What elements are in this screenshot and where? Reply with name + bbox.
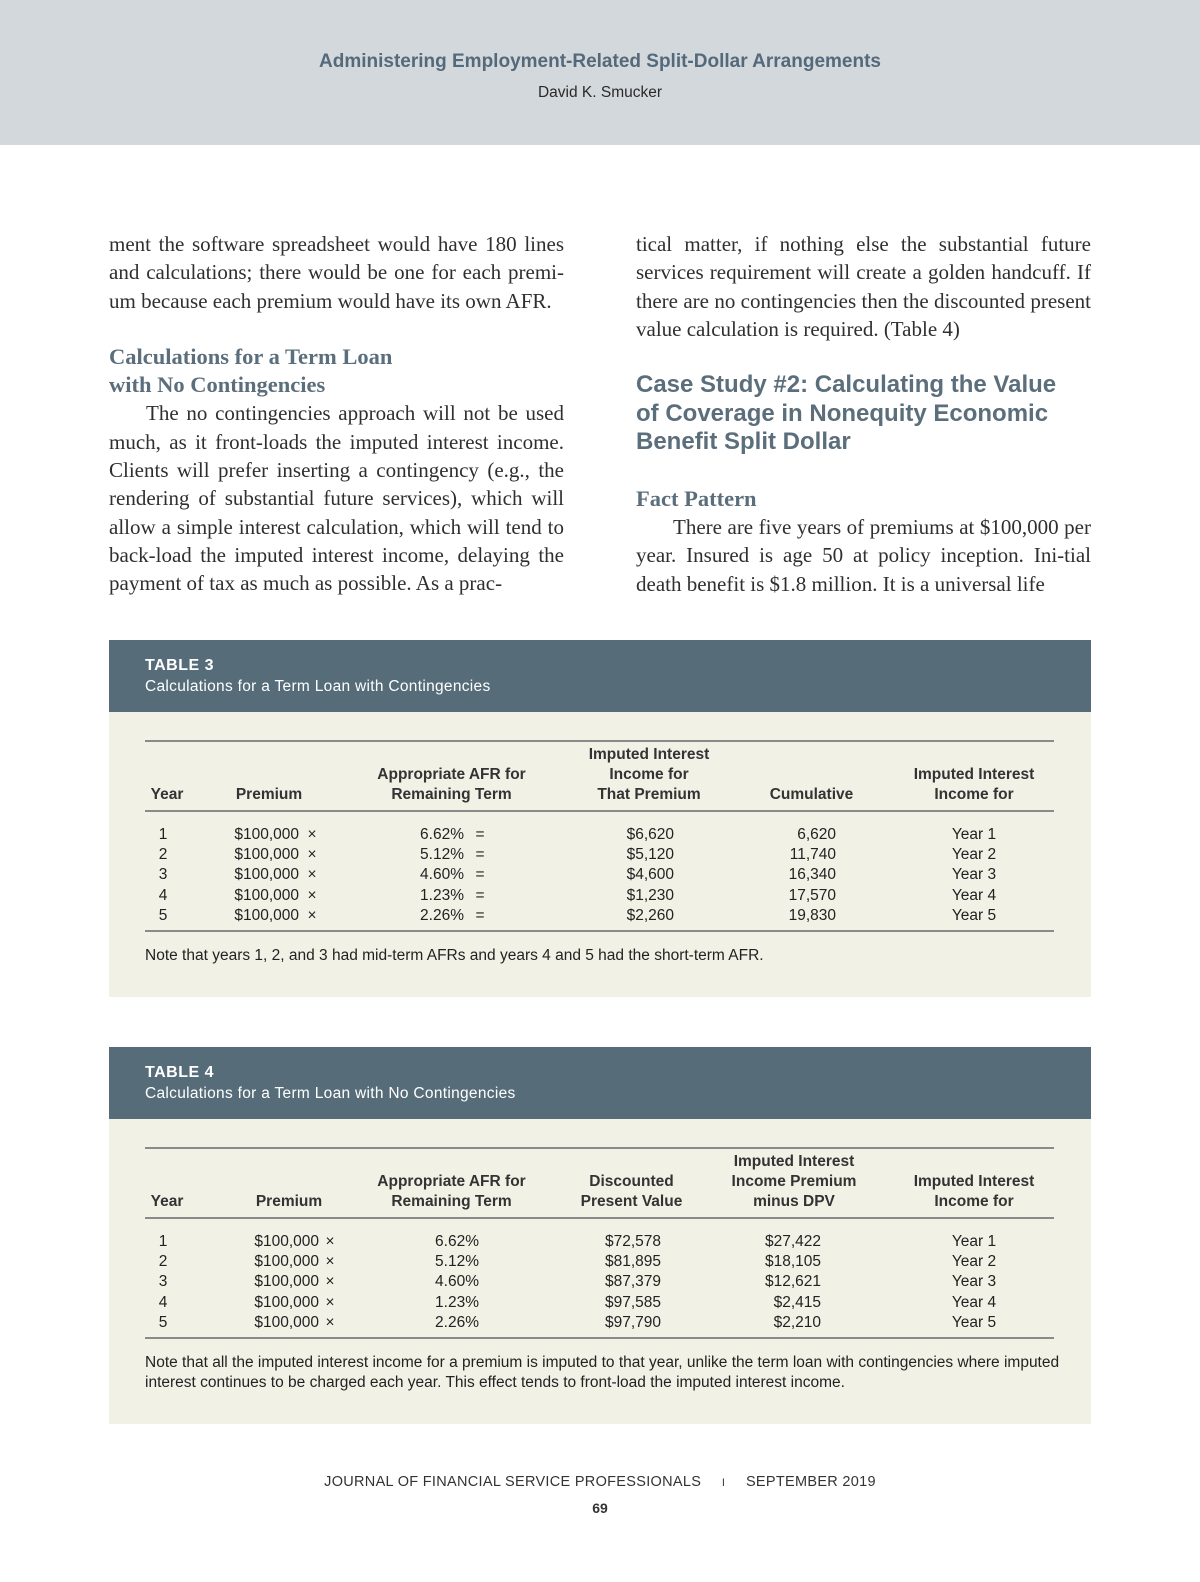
t3-col-year: Year <box>150 786 184 803</box>
t3-cell-income-for: Year 2 <box>951 846 997 864</box>
t3-cell-year: 5 <box>158 906 168 924</box>
t4-cell-afr: 5.12% <box>435 1253 479 1271</box>
table-4-subtitle: Calculations for a Term Loan with No Contingencies <box>145 1085 516 1102</box>
t4-cell-minus-dpv: $18,105 <box>764 1253 821 1271</box>
t3-times-sign: × <box>307 846 317 864</box>
section-heading <box>109 343 564 400</box>
case-heading-line-1: Case Study #2: Calculating the Value <box>636 371 1057 399</box>
t4-cell-year: 3 <box>158 1273 168 1291</box>
table-3-header <box>109 640 1091 712</box>
t4-cell-year: 5 <box>158 1313 168 1331</box>
table-3-note: Note that years 1, 2, and 3 had mid-term AFRs and years 4 and 5 had the short-term AFR. <box>145 947 764 964</box>
t3-cell-imputed: $1,230 <box>626 886 674 904</box>
t4-cell-dpv: $97,585 <box>604 1293 661 1311</box>
t4-cell-premium: $100,000 <box>254 1313 319 1331</box>
t4-col-dpv: Discounted Present Value <box>580 1173 683 1210</box>
t4-cell-premium: $100,000 <box>254 1233 319 1250</box>
case-study-heading <box>636 371 1091 457</box>
case-heading-line-3: Benefit Split Dollar <box>636 428 851 456</box>
table-3-subtitle: Calculations for a Term Loan with Contingencies <box>145 678 491 695</box>
t4-cell-afr: 6.62% <box>435 1233 479 1250</box>
t4-cell-premium: $100,000 <box>254 1273 319 1291</box>
t3-cell-afr: 6.62% <box>420 826 464 843</box>
t4-cell-year: 4 <box>158 1293 168 1311</box>
t3-equals-sign: = <box>475 866 485 884</box>
t4-col-minus-dpv: Imputed Interest Income Premium minus DPV <box>731 1153 857 1210</box>
running-head-title: Administering Employment-Related Split-Dollar Arrangements <box>319 51 881 72</box>
table-3 <box>109 640 1091 997</box>
t3-cell-imputed: $4,600 <box>626 866 674 884</box>
t3-cell-income-for: Year 5 <box>951 906 997 924</box>
t4-cell-dpv: $72,578 <box>604 1233 661 1250</box>
fact-pattern-heading: Fact Pattern <box>636 485 757 511</box>
t4-cell-year: 1 <box>158 1233 168 1250</box>
running-head-author: David K. Smucker <box>537 84 663 101</box>
t3-col-afr: Appropriate AFR for Remaining Term <box>377 766 526 803</box>
t3-times-sign: × <box>307 886 317 904</box>
t3-equals-sign: = <box>475 846 485 864</box>
t3-cell-cumulative: 17,570 <box>788 886 836 904</box>
t3-col-premium: Premium <box>235 786 303 803</box>
t4-times-sign: × <box>325 1313 335 1331</box>
t3-times-sign: × <box>307 866 317 884</box>
t3-cell-premium: $100,000 <box>234 866 299 884</box>
table-3-label: TABLE 3 <box>145 657 214 674</box>
t3-cell-cumulative: 16,340 <box>788 866 836 884</box>
left-paragraph-2: The no contingencies approach will not be used much, as it front-loads the imputed interest income. Clients will prefer inserting a contingency (e.g., the rendering of substantial future services), which will allow a simple interest calculation, which will tend to back-load the imputed interest income, delaying the payment of tax as much as possible. As a prac- <box>109 401 564 596</box>
t3-cell-afr: 5.12% <box>420 846 464 864</box>
case-heading-line-2: of Coverage in Nonequity Economic <box>636 399 1049 427</box>
table-4-note: Note that all the imputed interest income for a premium is imputed to that year, unlike the term loan with contingencies where imputed interest continues to be charged each year. This effect tends to front-load the imputed interest income. <box>145 1354 1060 1391</box>
t4-cell-dpv: $81,895 <box>604 1253 661 1271</box>
page-number: 69 <box>592 1500 608 1516</box>
t4-cell-income-for: Year 1 <box>951 1233 997 1250</box>
t3-cell-premium: $100,000 <box>234 906 299 924</box>
t4-col-income-for: Imputed Interest Income for <box>913 1173 1035 1210</box>
t4-cell-dpv: $97,790 <box>604 1313 661 1331</box>
t3-cell-cumulative: 11,740 <box>789 846 836 864</box>
section-heading-line-2: with No Contingencies <box>109 372 326 398</box>
table-4-label: TABLE 4 <box>145 1064 214 1081</box>
t3-col-income-for: Imputed Interest Income for <box>913 766 1035 803</box>
t3-col-cumulative: Cumulative <box>769 786 854 803</box>
right-column <box>636 230 1091 598</box>
t3-cell-afr: 1.23% <box>420 886 464 904</box>
t3-cell-year: 4 <box>158 886 168 904</box>
t4-times-sign: × <box>325 1273 335 1291</box>
t3-equals-sign: = <box>475 886 485 904</box>
t3-cell-cumulative: 6,620 <box>797 826 836 843</box>
t3-cell-year: 3 <box>158 866 168 884</box>
table-4 <box>109 1047 1091 1424</box>
t4-cell-afr: 2.26% <box>435 1313 479 1331</box>
t4-cell-year: 2 <box>158 1253 168 1271</box>
t3-cell-imputed: $6,620 <box>626 826 674 843</box>
t4-cell-dpv: $87,379 <box>604 1273 661 1291</box>
t3-cell-income-for: Year 3 <box>951 866 997 884</box>
table-4-bottom-rule <box>145 1337 1054 1339</box>
t3-cell-year: 2 <box>158 846 168 864</box>
t3-cell-premium: $100,000 <box>234 886 299 904</box>
t4-cell-premium: $100,000 <box>254 1253 319 1271</box>
t3-times-sign: × <box>307 906 317 924</box>
table-4-top-rule <box>145 1147 1054 1149</box>
t4-col-afr: Appropriate AFR for Remaining Term <box>377 1173 526 1210</box>
t3-col-imputed: Imputed Interest Income for That Premium <box>588 746 710 803</box>
table-4-header-rule <box>145 1217 1054 1219</box>
t3-cell-afr: 2.26% <box>420 906 464 924</box>
t4-cell-minus-dpv: $2,210 <box>773 1313 821 1331</box>
t4-cell-premium: $100,000 <box>254 1293 319 1311</box>
t3-cell-year: 1 <box>158 826 168 843</box>
t4-times-sign: × <box>325 1293 335 1311</box>
t4-cell-afr: 4.60% <box>435 1273 479 1291</box>
table-3-bottom-rule <box>145 930 1054 932</box>
t4-cell-income-for: Year 3 <box>951 1273 997 1291</box>
t3-equals-sign: = <box>475 826 485 843</box>
left-column <box>109 230 564 598</box>
t4-cell-income-for: Year 4 <box>951 1293 997 1311</box>
t3-cell-cumulative: 19,830 <box>788 906 836 924</box>
right-paragraph-1: tical matter, if nothing else the substantial future services requirement will create a golden handcuff. If there are no contingencies then the discounted present value calculation is required. (Table 4) <box>636 232 1091 341</box>
footer <box>0 1474 1200 1490</box>
t4-times-sign: × <box>325 1233 335 1250</box>
footer-separator: I <box>721 1477 726 1489</box>
right-paragraph-2: There are five years of premiums at $100,000 per year. Insured is age 50 at policy inception. Ini-tial death benefit is $1.8 million. It is a universal life <box>636 514 1091 596</box>
t4-col-premium: Premium <box>255 1193 323 1210</box>
table-4-header <box>109 1047 1091 1119</box>
t3-cell-premium: $100,000 <box>234 826 299 843</box>
t3-cell-imputed: $5,120 <box>626 846 674 864</box>
t3-cell-imputed: $2,260 <box>626 906 674 924</box>
t4-col-year: Year <box>150 1193 184 1210</box>
t3-cell-income-for: Year 4 <box>951 886 997 904</box>
t4-times-sign: × <box>325 1253 335 1271</box>
t4-cell-income-for: Year 5 <box>951 1313 997 1331</box>
t3-cell-premium: $100,000 <box>234 846 299 864</box>
t4-cell-minus-dpv: $12,621 <box>764 1273 821 1291</box>
section-heading-line-1: Calculations for a Term Loan <box>109 343 393 369</box>
footer-journal: JOURNAL OF FINANCIAL SERVICE PROFESSIONALS <box>324 1474 702 1490</box>
t3-equals-sign: = <box>475 906 485 924</box>
t3-times-sign: × <box>307 826 317 843</box>
footer-date: SEPTEMBER 2019 <box>745 1474 876 1490</box>
table-3-header-rule <box>145 810 1054 812</box>
t3-cell-afr: 4.60% <box>420 866 464 884</box>
t4-cell-minus-dpv: $27,422 <box>764 1233 821 1250</box>
t4-cell-afr: 1.23% <box>435 1293 479 1311</box>
t3-cell-income-for: Year 1 <box>951 826 997 843</box>
table-3-top-rule <box>145 740 1054 742</box>
left-paragraph-1: ment the software spreadsheet would have 180 lines and calculations; there would be one for each premi-um because each premium would have its own AFR. <box>109 232 564 313</box>
t4-cell-income-for: Year 2 <box>951 1253 997 1271</box>
t4-cell-minus-dpv: $2,415 <box>773 1293 821 1311</box>
